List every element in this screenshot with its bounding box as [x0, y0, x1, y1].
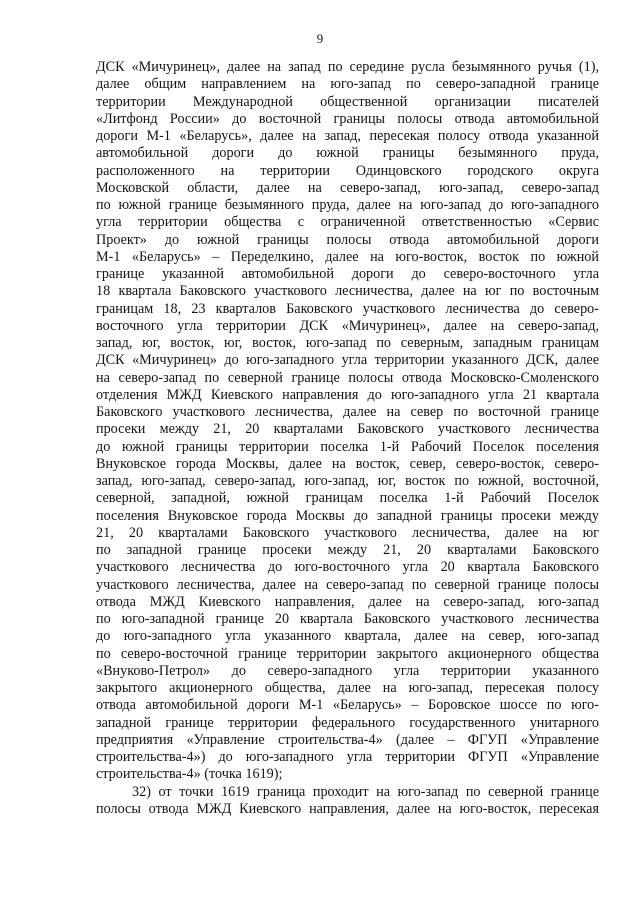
- text-line: расположенного на территории Одинцовского городского округа: [96, 162, 599, 179]
- text-line: «Внуково-Петрол» до северо-западного угла территории указанного: [96, 662, 599, 679]
- text-line: просеки между 21, 20 кварталами Баковского участкового лесничества: [96, 421, 599, 438]
- text-line: границам 18, 23 кварталов Баковского участкового лесничества до северо-: [96, 300, 599, 317]
- text-line: строительства-4» (точка 1619);: [96, 766, 283, 783]
- text-line: запад, юг, восток, юг, восток, юго-запад по северным, западным границам: [96, 335, 599, 351]
- text-line: М-1 «Беларусь» – Переделкино, далее на юго-восток, восток по южной: [96, 248, 599, 265]
- text-line: предприятия «Управление строительства-4» (далее – ФГУП «Управление: [96, 731, 599, 748]
- text-line: территории Международной общественной организации писателей: [96, 93, 599, 110]
- text-line: на северо-запад по северной границе полосы отвода Московско-Смоленского: [96, 369, 599, 386]
- document-body: [96, 59, 599, 818]
- text-line: восточного угла территории ДСК «Мичуринец», далее на северо-запад,: [96, 317, 599, 334]
- text-line: ДСК «Мичуринец» до юго-западного угла территории указанного ДСК, далее: [96, 352, 599, 369]
- text-line: по западной границе просеки между 21, 20 кварталами Баковского: [96, 542, 599, 558]
- text-line: поселения Внуковское города Москвы до западной границы просеки между: [96, 507, 599, 524]
- text-line: границе указанной автомобильной дороги до северо-восточного угла: [96, 266, 599, 282]
- text-line: участкового лесничества до юго-восточного угла 20 квартала Баковского: [96, 559, 599, 576]
- text-line: 18 квартала Баковского участкового лесничества, далее на юг по восточным: [96, 283, 599, 300]
- text-line: по юго-западной границе 20 квартала Баковского участкового лесничества: [96, 611, 599, 627]
- text-line: полосы отвода МЖД Киевского направления, далее на юго-восток, пересекая: [96, 800, 599, 817]
- text-line: угла территории общества с ограниченной ответственностью «Сервис: [96, 214, 599, 231]
- text-line: ДСК «Мичуринец», далее на запад по середине русла безымянного ручья (1),: [96, 59, 599, 75]
- text-line: автомобильной дороги до южной границы безымянного пруда,: [96, 145, 599, 162]
- text-line: западной границе территории федерального государственного унитарного: [96, 714, 599, 731]
- text-line: по южной границе безымянного пруда, далее на юго-запад до юго-западного: [96, 197, 599, 213]
- text-line: северной, западной, южной границам поселка 1-й Рабочий Поселок: [96, 490, 599, 507]
- text-line: запад, юго-запад, северо-запад, юго-запад, юг, восток по южной, восточной,: [96, 473, 599, 489]
- text-line: участкового лесничества, далее на северо-запад по северной границе полосы: [96, 576, 599, 593]
- text-line: по северо-восточной границе территории закрытого акционерного общества: [96, 645, 599, 662]
- text-line: 32) от точки 1619 граница проходит на юго-запад по северной границе: [132, 783, 599, 800]
- text-line: отвода МЖД Киевского направления, далее на северо-запад, юго-запад: [96, 593, 599, 610]
- page-number: 9: [316, 31, 324, 46]
- text-line: отделения МЖД Киевского направления до юго-западного угла 21 квартала: [96, 386, 599, 403]
- text-line: дороги М-1 «Беларусь», далее на запад, пересекая полосу отвода указанной: [96, 128, 599, 144]
- text-line: до юго-западного угла указанного квартала, далее на север, юго-запад: [96, 628, 599, 645]
- text-line: 21, 20 кварталами Баковского участкового лесничества, далее на юг: [96, 524, 599, 541]
- text-line: строительства-4») до юго-западного угла территории ФГУП «Управление: [96, 749, 599, 765]
- text-line: закрытого акционерного общества, далее на юго-запад, пересекая полосу: [96, 680, 599, 696]
- text-line: «Литфонд России» до восточной границы полосы отвода автомобильной: [96, 110, 599, 127]
- text-line: далее общим направлением на юго-запад по северо-западной границе: [96, 76, 599, 93]
- text-line: до южной границы территории поселка 1-й Рабочий Поселок поселения: [96, 438, 599, 455]
- text-line: Проект» до южной границы полосы отвода автомобильной дороги: [96, 231, 599, 248]
- text-line: Московской области, далее на северо-запад, юго-запад, северо-запад: [96, 179, 599, 196]
- text-line: Баковского участкового лесничества, далее на север по восточной границе: [96, 404, 599, 420]
- text-line: отвода автомобильной дороги М-1 «Беларусь» – Боровское шоссе по юго-: [96, 697, 599, 714]
- text-line: Внуковское города Москвы, далее на восток, север, северо-восток, северо-: [96, 455, 599, 472]
